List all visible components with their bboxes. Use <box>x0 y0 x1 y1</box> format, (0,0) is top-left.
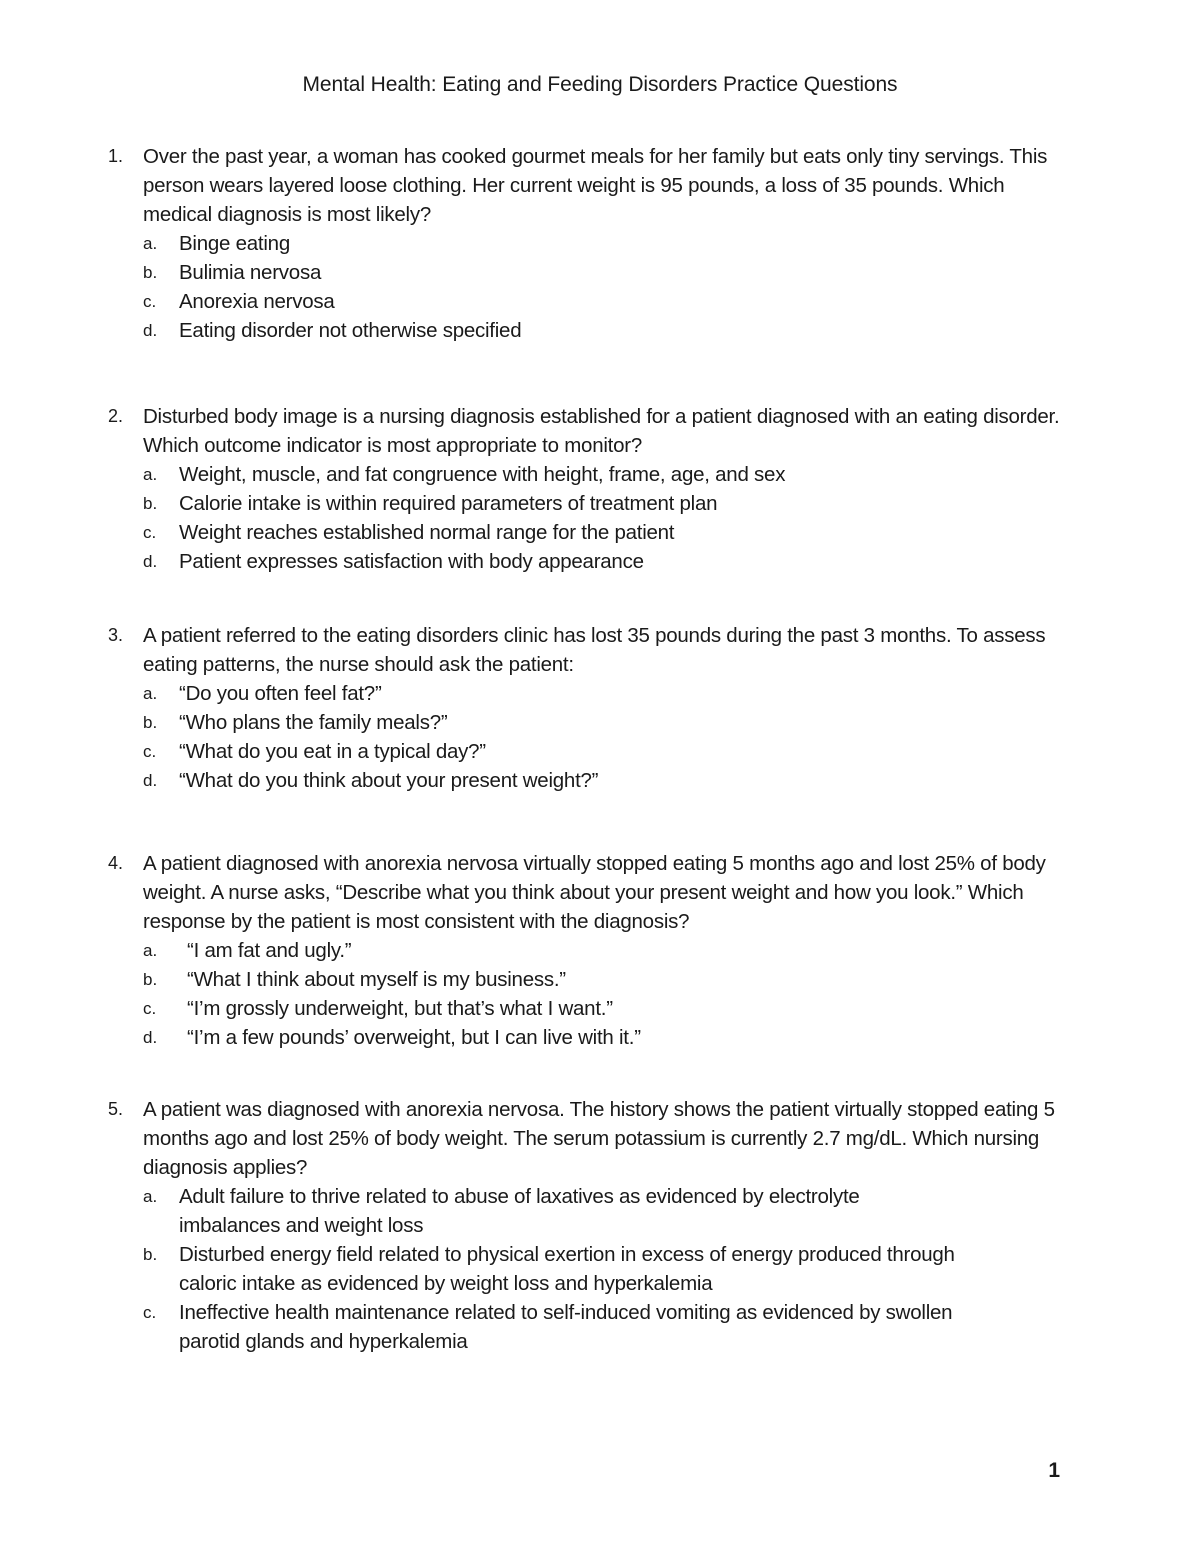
option-letter: a. <box>143 234 158 253</box>
question-stem: Disturbed body image is a nursing diagnosis established for a patient diagnosed with an eating disorder. Which outcome indicator is most appropriate to monitor? <box>143 405 1060 457</box>
option-d <box>143 766 1068 795</box>
option-text: “Who plans the family meals?” <box>179 711 448 734</box>
option-letter: c. <box>143 292 157 311</box>
question-number: 3. <box>108 625 124 645</box>
option-d <box>143 1023 1068 1052</box>
option-text: Weight reaches established normal range for the patient <box>179 521 675 544</box>
option-text: Binge eating <box>179 232 290 255</box>
option-letter: c. <box>143 742 157 761</box>
question-stem: Over the past year, a woman has cooked gourmet meals for her family but eats only tiny servings. This person wears layered loose clothing. Her current weight is 95 pounds, a loss of 35 pounds. Which medical diagnosis is most likely? <box>143 145 1048 226</box>
option-letter: d. <box>143 552 158 571</box>
option-b <box>143 708 1068 737</box>
question-stem: A patient diagnosed with anorexia nervosa virtually stopped eating 5 months ago and lost 25% of body weight. A nurse asks, “Describe what you think about your present weight and how you look.” Which response by the patient is most consistent with the diagnosis? <box>143 852 1046 933</box>
question-stem: A patient was diagnosed with anorexia nervosa. The history shows the patient virtually stopped eating 5 months ago and lost 25% of body weight. The serum potassium is currently 2.7 mg/dL. Which nursing diagnosis applies? <box>143 1098 1055 1179</box>
option-a <box>143 1182 1068 1240</box>
option-b <box>143 489 1068 518</box>
option-text: Eating disorder not otherwise specified <box>179 319 522 342</box>
option-d <box>143 316 1068 345</box>
option-a <box>143 936 1068 965</box>
option-text: Anorexia nervosa <box>179 290 335 313</box>
option-letter: b. <box>143 494 158 513</box>
option-a <box>143 679 1068 708</box>
option-c <box>143 737 1068 766</box>
option-letter: b. <box>143 263 158 282</box>
question-number: 2. <box>108 406 124 426</box>
question-4 <box>108 849 1068 1052</box>
option-text: “I am fat and ugly.” <box>187 939 352 962</box>
option-c <box>143 1298 1068 1356</box>
option-letter: d. <box>143 1028 158 1047</box>
option-b <box>143 258 1068 287</box>
question-stem: A patient referred to the eating disorders clinic has lost 35 pounds during the past 3 months. To assess eating patterns, the nurse should ask the patient: <box>143 624 1046 676</box>
option-letter: a. <box>143 1187 158 1206</box>
option-letter: b. <box>143 1245 158 1264</box>
question-5 <box>108 1095 1068 1356</box>
option-letter: a. <box>143 941 158 960</box>
option-text: “What do you eat in a typical day?” <box>179 740 486 763</box>
option-c <box>143 518 1068 547</box>
page-number: 1 <box>1048 1459 1060 1482</box>
option-a <box>143 229 1068 258</box>
option-letter: a. <box>143 465 158 484</box>
option-letter: c. <box>143 523 157 542</box>
option-text: Ineffective health maintenance related to self-induced vomiting as evidenced by swollen parotid glands and hyperkalemia <box>179 1301 953 1353</box>
option-letter: d. <box>143 771 158 790</box>
option-letter: a. <box>143 684 158 703</box>
option-d <box>143 547 1068 576</box>
option-letter: c. <box>143 1303 157 1322</box>
option-text: “Do you often feel fat?” <box>179 682 382 705</box>
option-text: Calorie intake is within required parameters of treatment plan <box>179 492 718 515</box>
option-text: “I’m grossly underweight, but that’s what I want.” <box>187 997 613 1020</box>
option-c <box>143 994 1068 1023</box>
question-number: 1. <box>108 146 124 166</box>
option-c <box>143 287 1068 316</box>
option-text: Adult failure to thrive related to abuse of laxatives as evidenced by electrolyte imbalances and weight loss <box>179 1185 860 1237</box>
question-number: 5. <box>108 1099 124 1119</box>
option-letter: b. <box>143 713 158 732</box>
option-text: “What do you think about your present weight?” <box>179 769 599 792</box>
option-text: Bulimia nervosa <box>179 261 322 284</box>
option-letter: c. <box>143 999 157 1018</box>
option-text: Disturbed energy field related to physical exertion in excess of energy produced through caloric intake as evidenced by weight loss and hyperkalemia <box>179 1243 955 1295</box>
option-text: Patient expresses satisfaction with body appearance <box>179 550 644 573</box>
document-title: Mental Health: Eating and Feeding Disorders Practice Questions <box>302 73 898 96</box>
question-1 <box>108 142 1068 345</box>
option-letter: b. <box>143 970 158 989</box>
option-text: Weight, muscle, and fat congruence with height, frame, age, and sex <box>179 463 786 486</box>
question-3 <box>108 621 1068 795</box>
option-text: “I’m a few pounds’ overweight, but I can live with it.” <box>187 1026 641 1049</box>
option-b <box>143 1240 1068 1298</box>
question-2 <box>108 402 1068 576</box>
option-letter: d. <box>143 321 158 340</box>
option-b <box>143 965 1068 994</box>
question-number: 4. <box>108 853 124 873</box>
option-text: “What I think about myself is my business.” <box>187 968 566 991</box>
option-a <box>143 460 1068 489</box>
